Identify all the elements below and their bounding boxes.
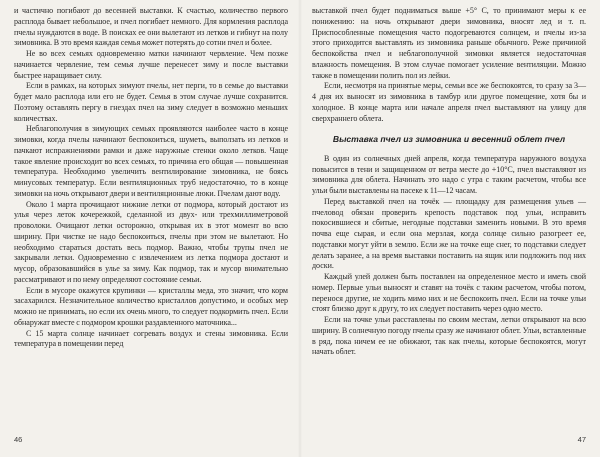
paragraph: Если в мусоре окажутся крупинки — кристаллы меда, это значит, что корм засахарился. Незначительное количество кристаллов допустимо, и особых мер можно не принимать, но если их очень много, то следует подкормить пчел. Если обнаружат вместе с подмором крошки раздавленного маточника... xyxy=(14,285,288,327)
paragraph: Около 1 марта прочищают нижние летки от подмора, который достают из улья через леток кочережкой, сделанной из двух- или трехмиллиметровой проволоки. Очищают летки осторожно, открывая их в этот момент во всю ширину. При чистке не надо беспокоиться, пчелы при этом не вылетают. Но необходимо стараться достать весь подмор. Важно, чтобы трупы пчел не закрывали летки. Одновременно с извлечением из летка подмора достают и мусор, образовавшийся в улье за зиму. Как подмор, так и мусор внимательно рассматривают и по нему определяют состояние семьи. xyxy=(14,199,288,284)
page-number: 46 xyxy=(14,435,23,444)
right-page xyxy=(312,6,586,446)
book-gutter xyxy=(298,0,302,457)
page-number: 47 xyxy=(577,435,586,444)
left-page-text xyxy=(14,6,288,350)
paragraph: В один из солнечных дней апреля, когда температура наружного воздуха повысится в тени и защищенном от ветра месте до +10°С, пчел выставляют из зимовника для облета. Начинать это надо с утра с таким расчетом, чтобы все ульи были выставлены на пасеке к 11—12 часам. xyxy=(312,153,586,195)
paragraph: выставкой пчел будет подниматься выше +5° С, то принимают меры к ее понижению: на ночь открывают двери зимовника, вносят лед и т. п. Приспособленные помещения часто подогреваются солнцем, и пчелы из-за этого приходится выставлять из зимовника раньше обычного. Реже причиной беспокойства пчел и неблагополучной зимовки является недостаточная влажность помещения. В этом случае помогает усиление вентиляции. Можно также в помещении полить пол из лейки. xyxy=(312,6,586,80)
section-heading: Выставка пчел из зимовника и весенний облет пчел xyxy=(332,134,566,145)
paragraph: С 15 марта солнце начинает согревать воздух и стены зимовника. Если температура в помещении перед xyxy=(14,328,288,349)
paragraph: Если, несмотря на принятые меры, семьи все же беспокоятся, то сразу за 3—4 дня их выносят из зимовника в тамбур или другое помещение, хотя бы и холодное. В конце марта или начале апреля пчел выставляют на улицу для сверхраннего облета. xyxy=(312,81,586,123)
right-page-text xyxy=(312,6,586,358)
paragraph: Не во всех семьях одновременно матки начинают червление. Чем позже начинается червление, тем семья лучше перенесет зиму и после выставки быстрее наращивает силу. xyxy=(14,49,288,80)
left-page xyxy=(14,6,288,446)
paragraph: Неблагополучия в зимующих семьях проявляются наиболее часто в конце зимовки, когда пчелы начинают беспокоиться, шуметь, выползать из летков и пачкают испражнениями рамки и даже наружные стенки около летков. Чаще такое явление происходит во всех семьях, то причина его общая — повышенная температура. Необходимо увеличить вентилирование зимовника, не боясь минусовых температур. Если вентиляционных труб недостаточно, то в конце зимовки на ночь открывают двери и вентиляционные люки. Пчелам дают воду. xyxy=(14,124,288,198)
paragraph: Каждый улей должен быть поставлен на определенное место и иметь свой номер. Первые ульи выносят и ставят на точёк с таким расчетом, чтобы потом, перенося другие, не ходить мимо них и не беспокоить пчел. Если на точке ульи стоят близко друг к другу, то их следует поставить через одно место. xyxy=(312,272,586,314)
paragraph: и частично погибают до весенней выставки. К счастью, количество первого расплода бывает небольшое, и пчел погибает немного. Для кормления расплода пчелы нуждаются в воде. В поисках ее они вылетают из летков и гибнут на полу зимовника. В это время каждая семья может потерять до сотни пчел и более. xyxy=(14,6,288,48)
paragraph: Перед выставкой пчел на точёк — площадку для размещения ульев — пчеловод обязан проверить крепость подставок под ульи, исправить покосившиеся и сбитые, негодные подставки заменить новыми. В это время почва еще сырая, и если она мерзлая, когда солнце сильно разогреет ее, подставки могут уйти в землю. Если же на точке еще снег, то подставки следует делать заранее, а на время выставки поставить на ящик или подложить под них доски. xyxy=(312,196,586,271)
paragraph: Если в рамках, на которых зимуют пчелы, нет перги, то в семье до выставки будет мало расплода или его не будет. Семья в этом случае лучше сохранится. Поэтому оставлять пергу в гнездах пчел на зиму следует в возможно меньших количествах. xyxy=(14,81,288,123)
paragraph: Если на точке ульи расставлены по своим местам, летки открывают на всю ширину. В солнечную погоду пчелы сразу же начинают облет. Ульи, вставленные в ряд, пока ничем ее не обижают, так как пчелы, которые беспокоятся, могут начать облет. xyxy=(312,315,586,357)
